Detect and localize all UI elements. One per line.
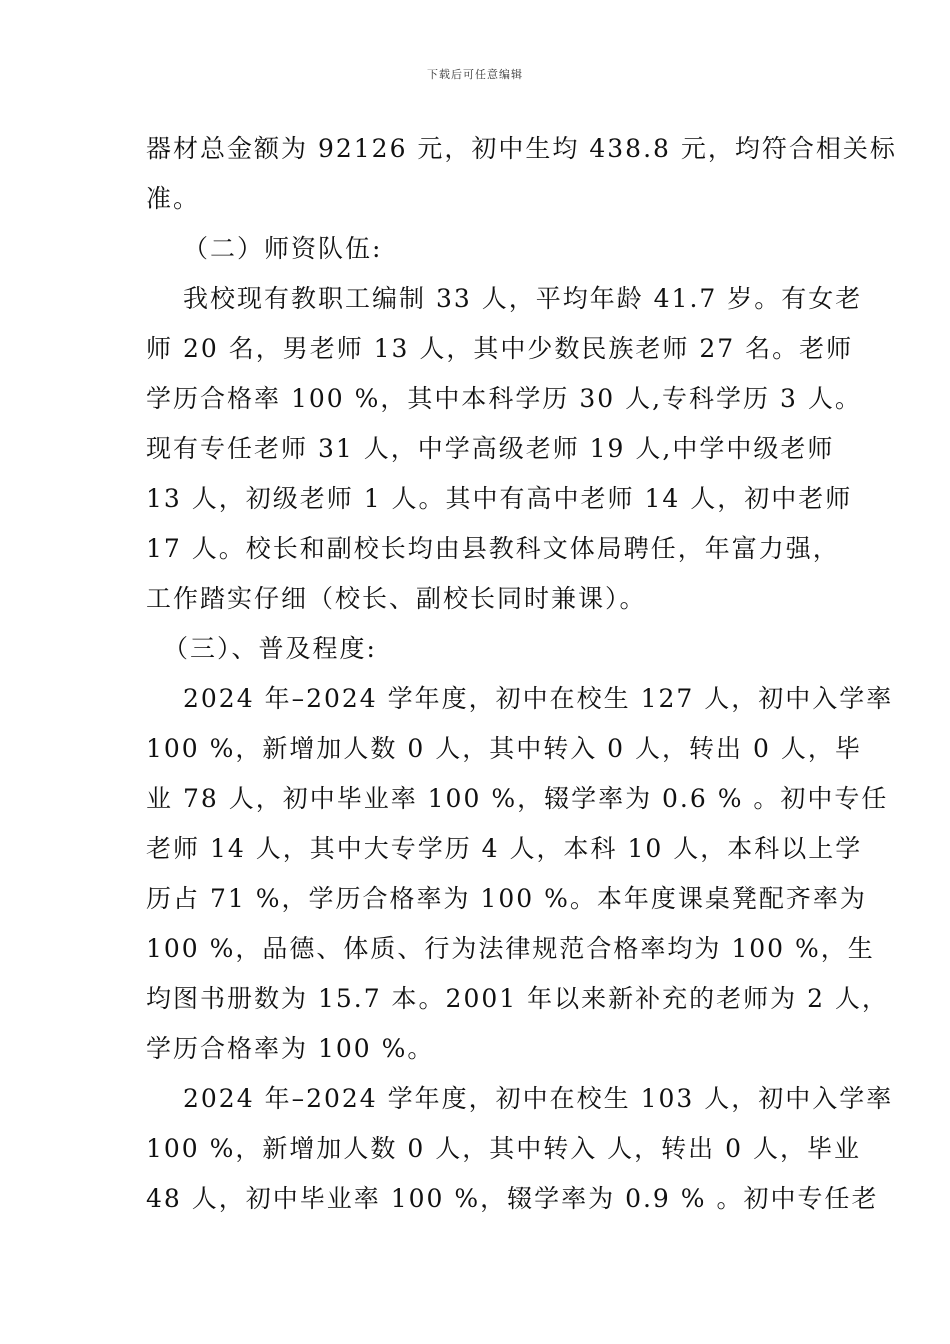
text-line: 100 %，新增加人数 0 人，其中转入 0 人，转出 0 人，毕 <box>146 734 862 763</box>
text-line: 我校现有教职工编制 33 人，平均年龄 41.7 岁。有女老 <box>183 284 863 313</box>
text-line: 48 人，初中毕业率 100 %，辍学率为 0.9 % 。初中专任老 <box>146 1184 879 1213</box>
text-line: 2024 年–2024 学年度，初中在校生 127 人，初中入学率 <box>183 684 894 713</box>
text-line: 学历合格率为 100 %。 <box>146 1034 435 1063</box>
text-line: 100 %，品德、体质、行为法律规范合格率均为 100 %，生 <box>146 934 875 963</box>
text-line: 2024 年–2024 学年度，初中在校生 103 人，初中入学率 <box>183 1084 894 1113</box>
text-line: 学历合格率 100 %，其中本科学历 30 人,专科学历 3 人。 <box>146 384 862 413</box>
text-line: 业 78 人，初中毕业率 100 %，辍学率为 0.6 % 。初中专任 <box>146 784 889 813</box>
text-line: 工作踏实仔细（校长、副校长同时兼课）。 <box>146 584 647 613</box>
text-line: 准。 <box>146 184 201 213</box>
text-line: 均图书册数为 15.7 本。2001 年以来新补充的老师为 2 人， <box>146 984 889 1013</box>
text-line: 13 人，初级老师 1 人。其中有高中老师 14 人，初中老师 <box>146 484 853 513</box>
text-line: 历占 71 %，学历合格率为 100 %。本年度课桌凳配齐率为 <box>146 884 867 913</box>
text-line: 老师 14 人，其中大专学历 4 人，本科 10 人，本科以上学 <box>146 834 863 863</box>
section-heading: （三）、普及程度: <box>163 634 377 663</box>
text-line: 现有专任老师 31 人，中学高级老师 19 人,中学中级老师 <box>146 434 835 463</box>
text-line: 器材总金额为 92126 元，初中生均 438.8 元，均符合相关标 <box>146 134 897 163</box>
text-line: 100 %，新增加人数 0 人，其中转入 人，转出 0 人，毕业 <box>146 1134 861 1163</box>
page-header: 下载后可任意编辑 <box>427 68 523 81</box>
section-heading: （二）师资队伍: <box>183 234 383 263</box>
text-line: 17 人。校长和副校长均由县教科文体局聘任，年富力强， <box>146 534 840 563</box>
text-line: 师 20 名，男老师 13 人，其中少数民族老师 27 名。老师 <box>146 334 854 363</box>
